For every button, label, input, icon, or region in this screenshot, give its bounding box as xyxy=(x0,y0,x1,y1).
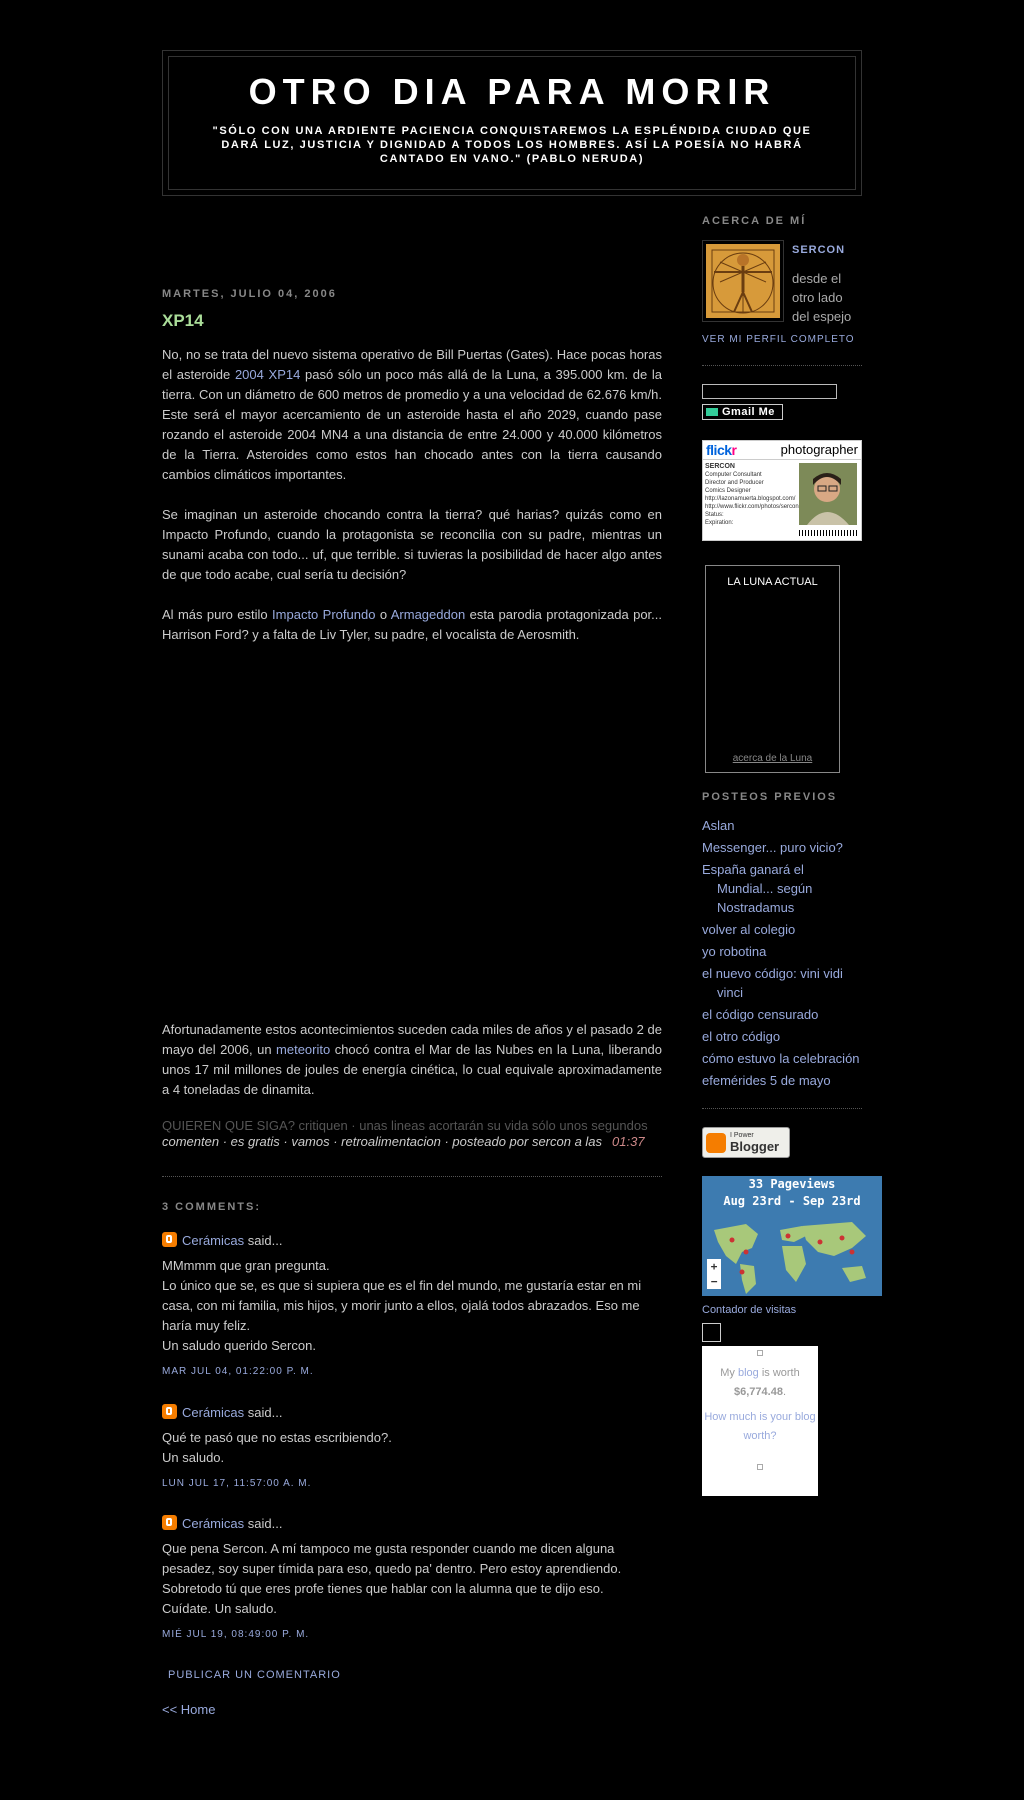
comments-header: 3 COMMENTS: xyxy=(162,1201,261,1213)
flickr-photographer-label: photographer xyxy=(780,442,858,458)
list-item xyxy=(702,964,862,1002)
flickr-user-photo xyxy=(799,463,857,525)
previous-post-link[interactable]: el otro código xyxy=(702,1029,781,1045)
blog-description: "SÓLO CON UNA ARDIENTE PACIENCIA CONQUISTAREMOS LA ESPLÉNDIDA CIUDAD QUE DARÁ LUZ, JUSTICIA Y DIGNIDAD A TODOS LOS HOMBRES. ASÍ LA POESÍA NO HABRÁ CANTADO EN VANO." (PABLO NERUDA) xyxy=(212,124,812,166)
list-item xyxy=(702,942,862,961)
powered-by-blogger-button[interactable]: I Power Blogger xyxy=(702,1127,790,1158)
zoom-in-button[interactable]: + xyxy=(710,1260,718,1274)
list-item xyxy=(702,1071,862,1090)
list-item xyxy=(702,1049,862,1068)
comment-block xyxy=(162,1515,662,1643)
blogger-icon xyxy=(162,1515,177,1530)
list-item xyxy=(702,860,862,917)
post-paragraph-2: Se imaginan un asteroide chocando contra la tierra? qué harias? quizás como en Impacto Profundo, cuando la protagonista se reconcilia con su padre, mientras un sunami acaba con todo... uf, que terrible. si tuvieras la posibilidad de hacer algo antes de que todo acabe, cual sería tu decisión? xyxy=(162,507,662,582)
previous-posts-title: POSTEOS PREVIOS xyxy=(702,791,838,804)
visit-counter-label[interactable]: Contador de visitas xyxy=(702,1304,797,1317)
separator xyxy=(702,1108,862,1109)
header-frame xyxy=(162,50,862,196)
flickr-badge[interactable] xyxy=(702,440,862,541)
comment-block xyxy=(162,1404,662,1492)
post-title: XP14 xyxy=(162,311,204,330)
pageviews-widget[interactable] xyxy=(702,1176,882,1296)
profile-name[interactable]: SERCON xyxy=(792,244,846,257)
previous-posts-list xyxy=(702,816,862,1090)
page-container xyxy=(162,0,862,1717)
link-impacto-profundo[interactable]: Impacto Profundo xyxy=(272,607,376,622)
previous-post-link[interactable]: Messenger... puro vicio? xyxy=(702,840,843,856)
separator xyxy=(162,1176,662,1177)
post-permalink-time[interactable]: 01:37 xyxy=(612,1134,645,1149)
post-paragraph-4: Afortunadamente estos acontecimientos suceden cada miles de años y el pasado 2 de mayo del 2006, un meteorito chocó contra el Mar de las Nubes en la Luna, liberando unos 17 mil millones de joules de energía cinética, lo cual equivale aproximadamente a 4 toneladas de dinamita. xyxy=(162,1022,663,1097)
main-column xyxy=(162,287,662,1720)
blog-link[interactable]: blog xyxy=(737,1367,759,1380)
comment-author-link[interactable]: Cerámicas xyxy=(182,1404,245,1420)
comment-timestamp[interactable]: MAR JUL 04, 01:22:00 P. M. xyxy=(162,1366,314,1378)
blogger-icon xyxy=(162,1232,177,1247)
comment-body: Que pena Sercon. A mí tampoco me gusta responder cuando me dicen alguna pesadez, soy super tímida para eso, quedo pa' dentro. Pero estoy aprendiendo. Sobretodo tú que eres profe tienes que hablar con la alumna que te dijo eso. Cuídate. Un saludo. xyxy=(162,1541,622,1617)
post-footer: comenten · es gratis · vamos · retroalimentacion · posteado por sercon a las 01:37 xyxy=(162,1134,645,1149)
post-paragraph-3: Al más puro estilo Impacto Profundo o Armageddon esta parodia protagonizada por... Harrison Ford? y a falta de Liv Tyler, su padre, el vocalista de Aerosmith. xyxy=(162,607,662,642)
blog-worth-value: $6,774.48 xyxy=(734,1386,783,1399)
list-item xyxy=(702,1027,862,1046)
previous-post-link[interactable]: Aslan xyxy=(702,818,735,834)
previous-post-link[interactable]: España ganará el Mundial... según Nostradamus xyxy=(702,862,813,916)
previous-post-link[interactable]: efemérides 5 de mayo xyxy=(702,1073,831,1089)
header xyxy=(168,56,856,190)
previous-post-link[interactable]: volver al colegio xyxy=(702,922,796,938)
pageviews-range: Aug 23rd - Sep 23rd xyxy=(723,1194,861,1209)
blogger-icon xyxy=(706,1133,726,1153)
link-armageddon[interactable]: Armageddon xyxy=(390,607,466,622)
about-title: ACERCA DE MÍ xyxy=(702,215,807,227)
link-meteorito[interactable]: meteorito xyxy=(276,1042,331,1057)
comment-author: Cerámicas said... xyxy=(162,1404,662,1422)
flickr-badge-header xyxy=(703,441,861,460)
separator xyxy=(702,365,862,366)
previous-post-link[interactable]: el nuevo código: vini vidi vinci xyxy=(702,966,843,1001)
map-zoom-control[interactable] xyxy=(707,1259,721,1289)
list-item xyxy=(702,816,862,835)
previous-post-link[interactable]: cómo estuvo la celebración xyxy=(702,1051,860,1067)
post-paragraph-1: No, no se trata del nuevo sistema operativo de Bill Puertas (Gates). Hace pocas horas el asteroide 2004 XP14 pasó sólo un poco más allá de la Luna, a 395.000 km. de la tierra. Con un diámetro de 600 metros de promedio y a una velocidad de 62.676 km/h. Este será el mayor acercamiento de un asteroide hasta el año 2029, cuando pase rozando el asteroide 2004 MN4 a una distancia de entre 24.000 y 40.000 kilómetros de la Tierra. Asteroides como estos han chocado antes con la tierra causando cambios climáticos importantes. xyxy=(162,347,662,482)
comment-author: Cerámicas said... xyxy=(162,1515,662,1533)
profile-link[interactable]: VER MI PERFIL COMPLETO xyxy=(702,334,855,346)
blog-worth-question-link[interactable]: How much is your blog worth? xyxy=(704,1411,816,1443)
list-item xyxy=(702,920,862,939)
comment-timestamp[interactable]: LUN JUL 17, 11:57:00 A. M. xyxy=(162,1477,312,1489)
embedded-video-area xyxy=(162,665,662,1020)
flickr-info: SERCON Computer Consultant Director and Producer Comics Designer http://lazonamuerta.blogspot.com/ http://www.flickr.com/photos/sercon Status: Expiration: xyxy=(705,463,799,527)
link-2004-xp14[interactable]: 2004 XP14 xyxy=(234,367,301,382)
zoom-out-button[interactable]: − xyxy=(710,1275,718,1289)
previous-post-link[interactable]: yo robotina xyxy=(702,944,767,960)
list-item xyxy=(702,1005,862,1024)
blogger-icon xyxy=(162,1404,177,1419)
post-footer-teaser: QUIEREN QUE SIGA? critiquen · unas lineas acortarán su vida sólo unos segundos xyxy=(162,1118,648,1133)
barcode xyxy=(799,530,857,536)
moon-title: LA LUNA ACTUAL xyxy=(727,576,818,589)
world-map xyxy=(702,1212,882,1296)
text-input-box[interactable] xyxy=(702,384,837,399)
placeholder-image xyxy=(757,1464,763,1470)
pageviews-count: 33 Pageviews xyxy=(748,1177,836,1192)
profile-avatar[interactable] xyxy=(702,240,784,322)
moon-widget xyxy=(705,565,840,773)
comment-block xyxy=(162,1232,662,1380)
visit-counter-image xyxy=(702,1323,721,1342)
flickr-logo: flickr xyxy=(706,442,737,459)
moon-link[interactable]: acerca de la Luna xyxy=(732,752,813,764)
comment-author: Cerámicas said... xyxy=(162,1232,662,1250)
post-body xyxy=(162,345,662,1100)
post-comment-link[interactable]: PUBLICAR UN COMENTARIO xyxy=(168,1668,341,1681)
comment-author-link[interactable]: Cerámicas xyxy=(182,1233,245,1249)
list-item xyxy=(702,838,862,857)
post-date: MARTES, JULIO 04, 2006 xyxy=(162,288,337,300)
blog-worth-widget: My blog is worth $6,774.48. How much is your blog worth? xyxy=(702,1346,818,1496)
profile xyxy=(702,240,862,347)
envelope-icon xyxy=(706,408,718,416)
comment-body: MMmmm que gran pregunta. Lo único que se, es que si supiera que es el fin del mundo, me gustaría estar en mi casa, con mi familia, mis hijos, y morir junto a ellos, ojalá todos abrazados. Eso me haría muy feliz. Un saludo querido Sercon. xyxy=(162,1258,642,1354)
comment-timestamp[interactable]: MIÉ JUL 19, 08:49:00 P. M. xyxy=(162,1629,310,1641)
previous-post-link[interactable]: el código censurado xyxy=(702,1007,819,1023)
gmail-me-button[interactable]: Gmail Me xyxy=(702,404,783,420)
profile-text: desde el otro lado del espejo xyxy=(792,271,852,325)
home-link[interactable]: << Home xyxy=(162,1701,216,1717)
sidebar xyxy=(702,213,862,1496)
blog-title[interactable]: OTRO DIA PARA MORIR xyxy=(248,71,776,112)
comment-body: Qué te pasó que no estas escribiendo?. Un saludo. xyxy=(162,1429,392,1465)
comment-author-link[interactable]: Cerámicas xyxy=(182,1516,245,1532)
blog-worth-text: My blog is worth xyxy=(720,1367,800,1380)
placeholder-image xyxy=(757,1350,763,1356)
